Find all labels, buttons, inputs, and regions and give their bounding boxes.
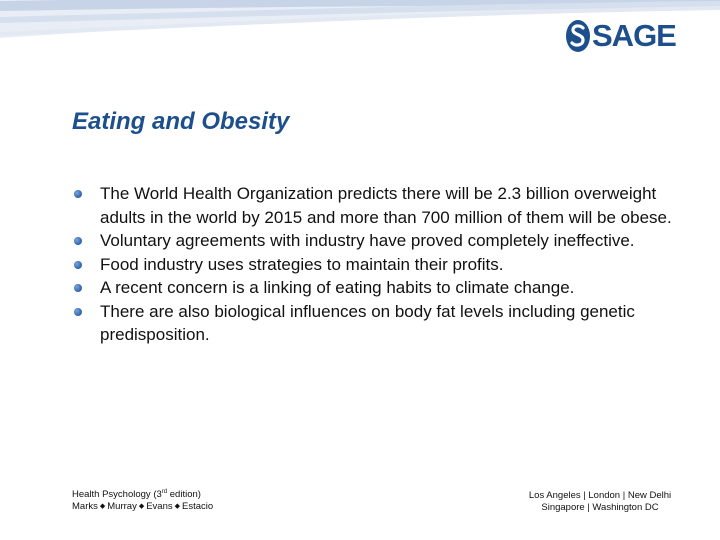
bullet-item <box>72 276 672 300</box>
book-authors: Marks ◆ Murray ◆ Evans ◆ Estacio <box>72 501 214 513</box>
bullet-item <box>72 300 672 347</box>
book-citation <box>72 486 213 513</box>
diamond-separator-icon: ◆ <box>138 503 145 511</box>
bullet-item <box>72 229 672 253</box>
publisher-locations <box>510 490 690 514</box>
bullet-dot-icon <box>74 284 82 292</box>
bullet-dot-icon <box>74 261 82 269</box>
sage-logo-mark-icon <box>565 19 591 53</box>
bullet-item <box>72 253 672 277</box>
bullet-dot-icon <box>74 237 82 245</box>
diamond-separator-icon: ◆ <box>99 503 106 511</box>
book-title: Health Psychology (3rd edition) <box>72 489 201 501</box>
bullet-text: There are also biological influences on body fat levels including genetic predisposition. <box>100 301 635 344</box>
bullet-text: Food industry uses strategies to maintain their profits. <box>100 254 504 274</box>
slide-title: Eating and Obesity <box>72 108 290 135</box>
bullet-item <box>72 182 672 229</box>
sage-logo <box>565 16 676 56</box>
bullet-text: The World Health Organization predicts there will be 2.3 billion overweight adults in the world by 2015 and more than 700 million of them will be obese. <box>100 184 672 227</box>
locations-line-2: Singapore | Washington DC <box>541 502 659 513</box>
bullet-dot-icon <box>74 308 82 316</box>
bullet-text: Voluntary agreements with industry have proved completely ineffective. <box>100 231 635 250</box>
diamond-separator-icon: ◆ <box>174 503 181 511</box>
bullet-text: A recent concern is a linking of eating habits to climate change. <box>100 278 575 297</box>
locations-line-1: Los Angeles | London | New Delhi <box>528 490 672 501</box>
bullet-dot-icon <box>74 190 82 198</box>
bullet-list <box>72 182 672 347</box>
sage-logo-text: SAGE <box>592 18 676 53</box>
